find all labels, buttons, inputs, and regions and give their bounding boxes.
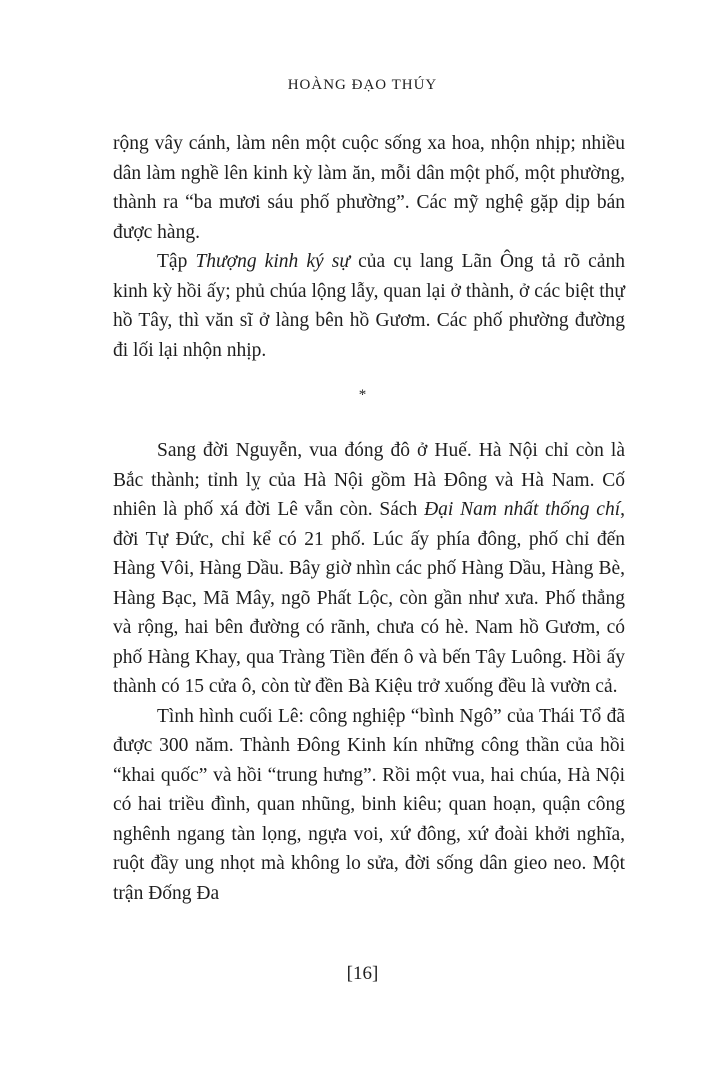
section-divider: *: [358, 387, 367, 403]
paragraph-lan-ong: [113, 247, 625, 365]
paragraph-nguyen-dynasty: [113, 436, 625, 702]
text-section-1: [113, 129, 625, 365]
text-run: , đời Tự Đức, chỉ kể có 21 phố. Lúc ấy phía đông, phố chỉ đến Hàng Vôi, Hàng Dầu. Bây giờ nhìn các phố Hàng Dầu, Hàng Bè, Hàng Bạc, Mã Mây, ngõ Phất Lộc, còn gần như xưa. Phố thẳng và rộng, hai bên đường có rãnh, chưa có hè. Nam hồ Gươm, có phố Hàng Khay, qua Tràng Tiền đến ô và bến Tây Luông. Hồi ấy thành có 15 cửa ô, còn từ đền Bà Kiệu trở xuống đều là vườn cả.: [113, 499, 626, 697]
paragraph-continuation: rộng vây cánh, làm nên một cuộc sống xa hoa, nhộn nhịp; nhiều dân làm nghề lên kinh kỳ làm ăn, mỗi dân một phố, một phường, thành ra “ba mươi sáu phố phường”. Các mỹ nghệ gặp dịp bán được hàng.: [113, 133, 625, 243]
book-title-thuong-kinh: Thượng kinh ký sự: [195, 251, 351, 272]
book-title-dai-nam: Đại Nam nhất thống chí: [424, 499, 621, 520]
running-header: HOÀNG ĐẠO THÚY: [287, 77, 438, 93]
page-number: [16]: [346, 963, 379, 984]
text-section-2: [113, 436, 625, 908]
text-run: Tập: [157, 251, 196, 272]
text-run: của cụ lang Lãn Ông tả rõ cảnh kinh kỳ hồi ấy; phủ chúa lộng lẫy, quan lại ở thành, ở các biệt thự hồ Tây, thì văn sĩ ở làng bên hồ Gươm. Các phố phường đường đi lối lại nhộn nhịp.: [113, 251, 625, 361]
text-run: Sang đời Nguyễn, vua đóng đô ở Huế. Hà Nội chỉ còn là Bắc thành; tỉnh lỵ của Hà Nội gồm Hà Đông và Hà Nam. Cố nhiên là phố xá đời Lê vẫn còn. Sách: [113, 440, 625, 520]
paragraph-late-le: Tình hình cuối Lê: công nghiệp “bình Ngô” của Thái Tổ đã được 300 năm. Thành Đông Kinh kín những công thần của hồi “khai quốc” và hồi “trung hưng”. Rồi một vua, hai chúa, Hà Nội có hai triều đình, quan nhũng, binh kiêu; quan hoạn, quận công nghênh ngang tàn lọng, ngựa voi, xứ đông, xứ đoài khởi nghĩa, ruột đầy ung nhọt mà không lo sửa, đời sống dân gieo neo. Một trận Đống Đa: [113, 705, 625, 904]
